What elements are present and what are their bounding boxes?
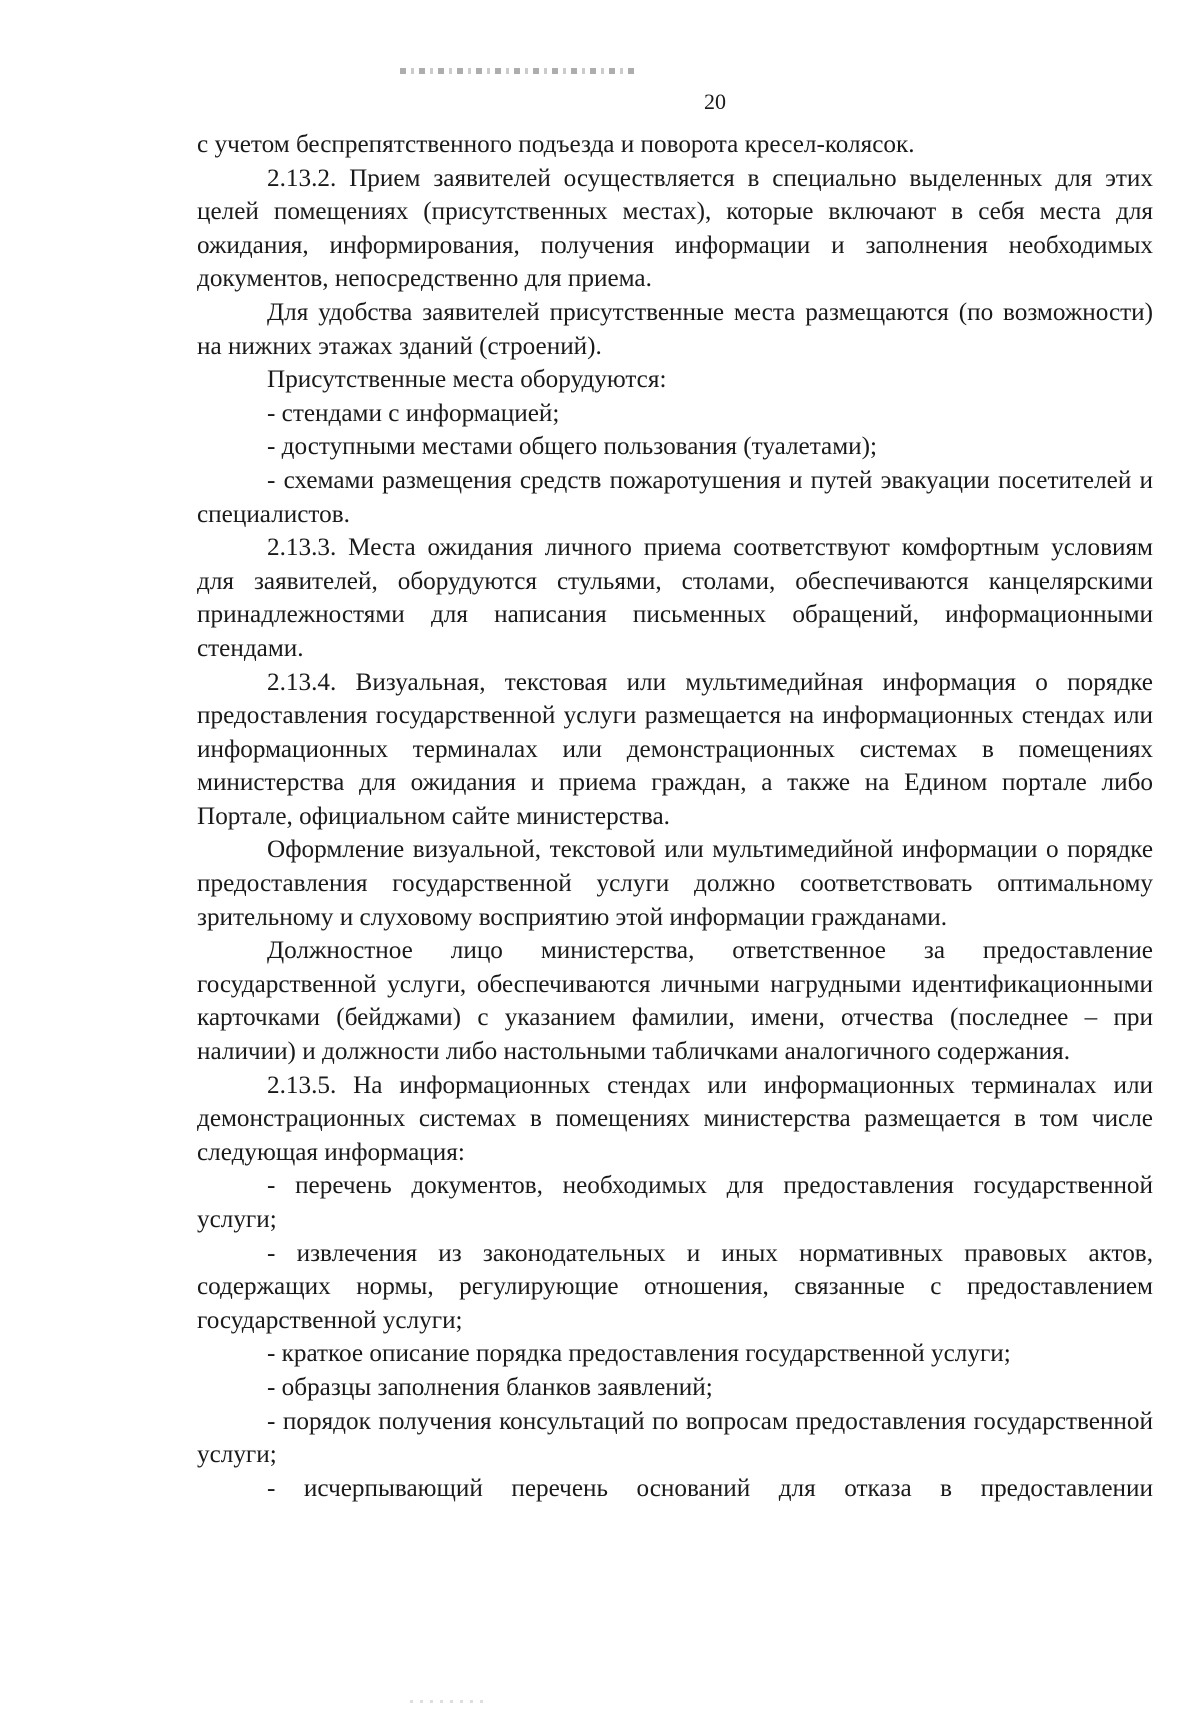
scan-artifact	[400, 68, 636, 74]
page-number: 20	[704, 89, 726, 114]
list-item: - образцы заполнения бланков заявлений;	[267, 1373, 713, 1401]
list-item: - доступными местами общего пользования (туалетами);	[267, 433, 878, 461]
paragraph: 2.13.5. На информационных стендах или информационных терминалах или демонстрационных системах в помещениях министерства размещается в том числе следующая информация:	[197, 1071, 1153, 1166]
paragraph: Для удобства заявителей присутственные места размещаются (по возможности) на нижних этажах зданий (строений).	[197, 298, 1153, 360]
paragraph: 2.13.4. Визуальная, текстовая или мультимедийная информация о порядке предоставления государственной услуги размещается на информационных стендах или информационных терминалах или демонстрационных системах в помещениях министерства для ожидания и приема граждан, а также на Едином портале либо Портале, официальном сайте министерства.	[197, 668, 1153, 830]
paragraph: с учетом беспрепятственного подъезда и поворота кресел-колясок.	[197, 131, 915, 158]
list-item: - порядок получения консультаций по вопросам предоставления государственной услуги;	[197, 1407, 1153, 1469]
list-item: - краткое описание порядка предоставления государственной услуги;	[267, 1340, 1011, 1368]
scan-artifact	[410, 1700, 490, 1703]
paragraph: Должностное лицо министерства, ответственное за предоставление государственной услуги, обеспечиваются личными нагрудными идентификационными карточками (бейджами) с указанием фамилии, имени, отчества (последнее – при наличии) и должности либо настольными табличками аналогичного содержания.	[197, 937, 1153, 1066]
list-item: - исчерпывающий перечень оснований для отказа в предоставлении	[267, 1474, 1153, 1502]
paragraph: Оформление визуальной, текстовой или мультимедийной информации о порядке предоставления государственной услуги должно соответствовать оптимальному зрительному и слуховому восприятию этой информации гражданами.	[197, 836, 1153, 931]
list-item: - стендами с информацией;	[267, 399, 560, 427]
paragraph: Присутственные места оборудуются:	[267, 366, 667, 394]
list-item: - схемами размещения средств пожаротушения и путей эвакуации посетителей и специалистов.	[197, 466, 1153, 528]
document-body	[197, 128, 1153, 1505]
paragraph: 2.13.2. Прием заявителей осуществляется в специально выделенных для этих целей помещениях (присутственных местах), которые включают в себя места для ожидания, информирования, получения информации и заполнения необходимых документов, непосредственно для приема.	[197, 164, 1153, 293]
paragraph: 2.13.3. Места ожидания личного приема соответствуют комфортным условиям для заявителей, оборудуются стульями, столами, обеспечиваются канцелярскими принадлежностями для написания письменных обращений, информационными стендами.	[197, 534, 1153, 662]
list-item: - извлечения из законодательных и иных нормативных правовых актов, содержащих нормы, регулирующие отношения, связанные с предоставлением государственной услуги;	[197, 1239, 1153, 1334]
list-item: - перечень документов, необходимых для предоставления государственной услуги;	[197, 1172, 1153, 1233]
